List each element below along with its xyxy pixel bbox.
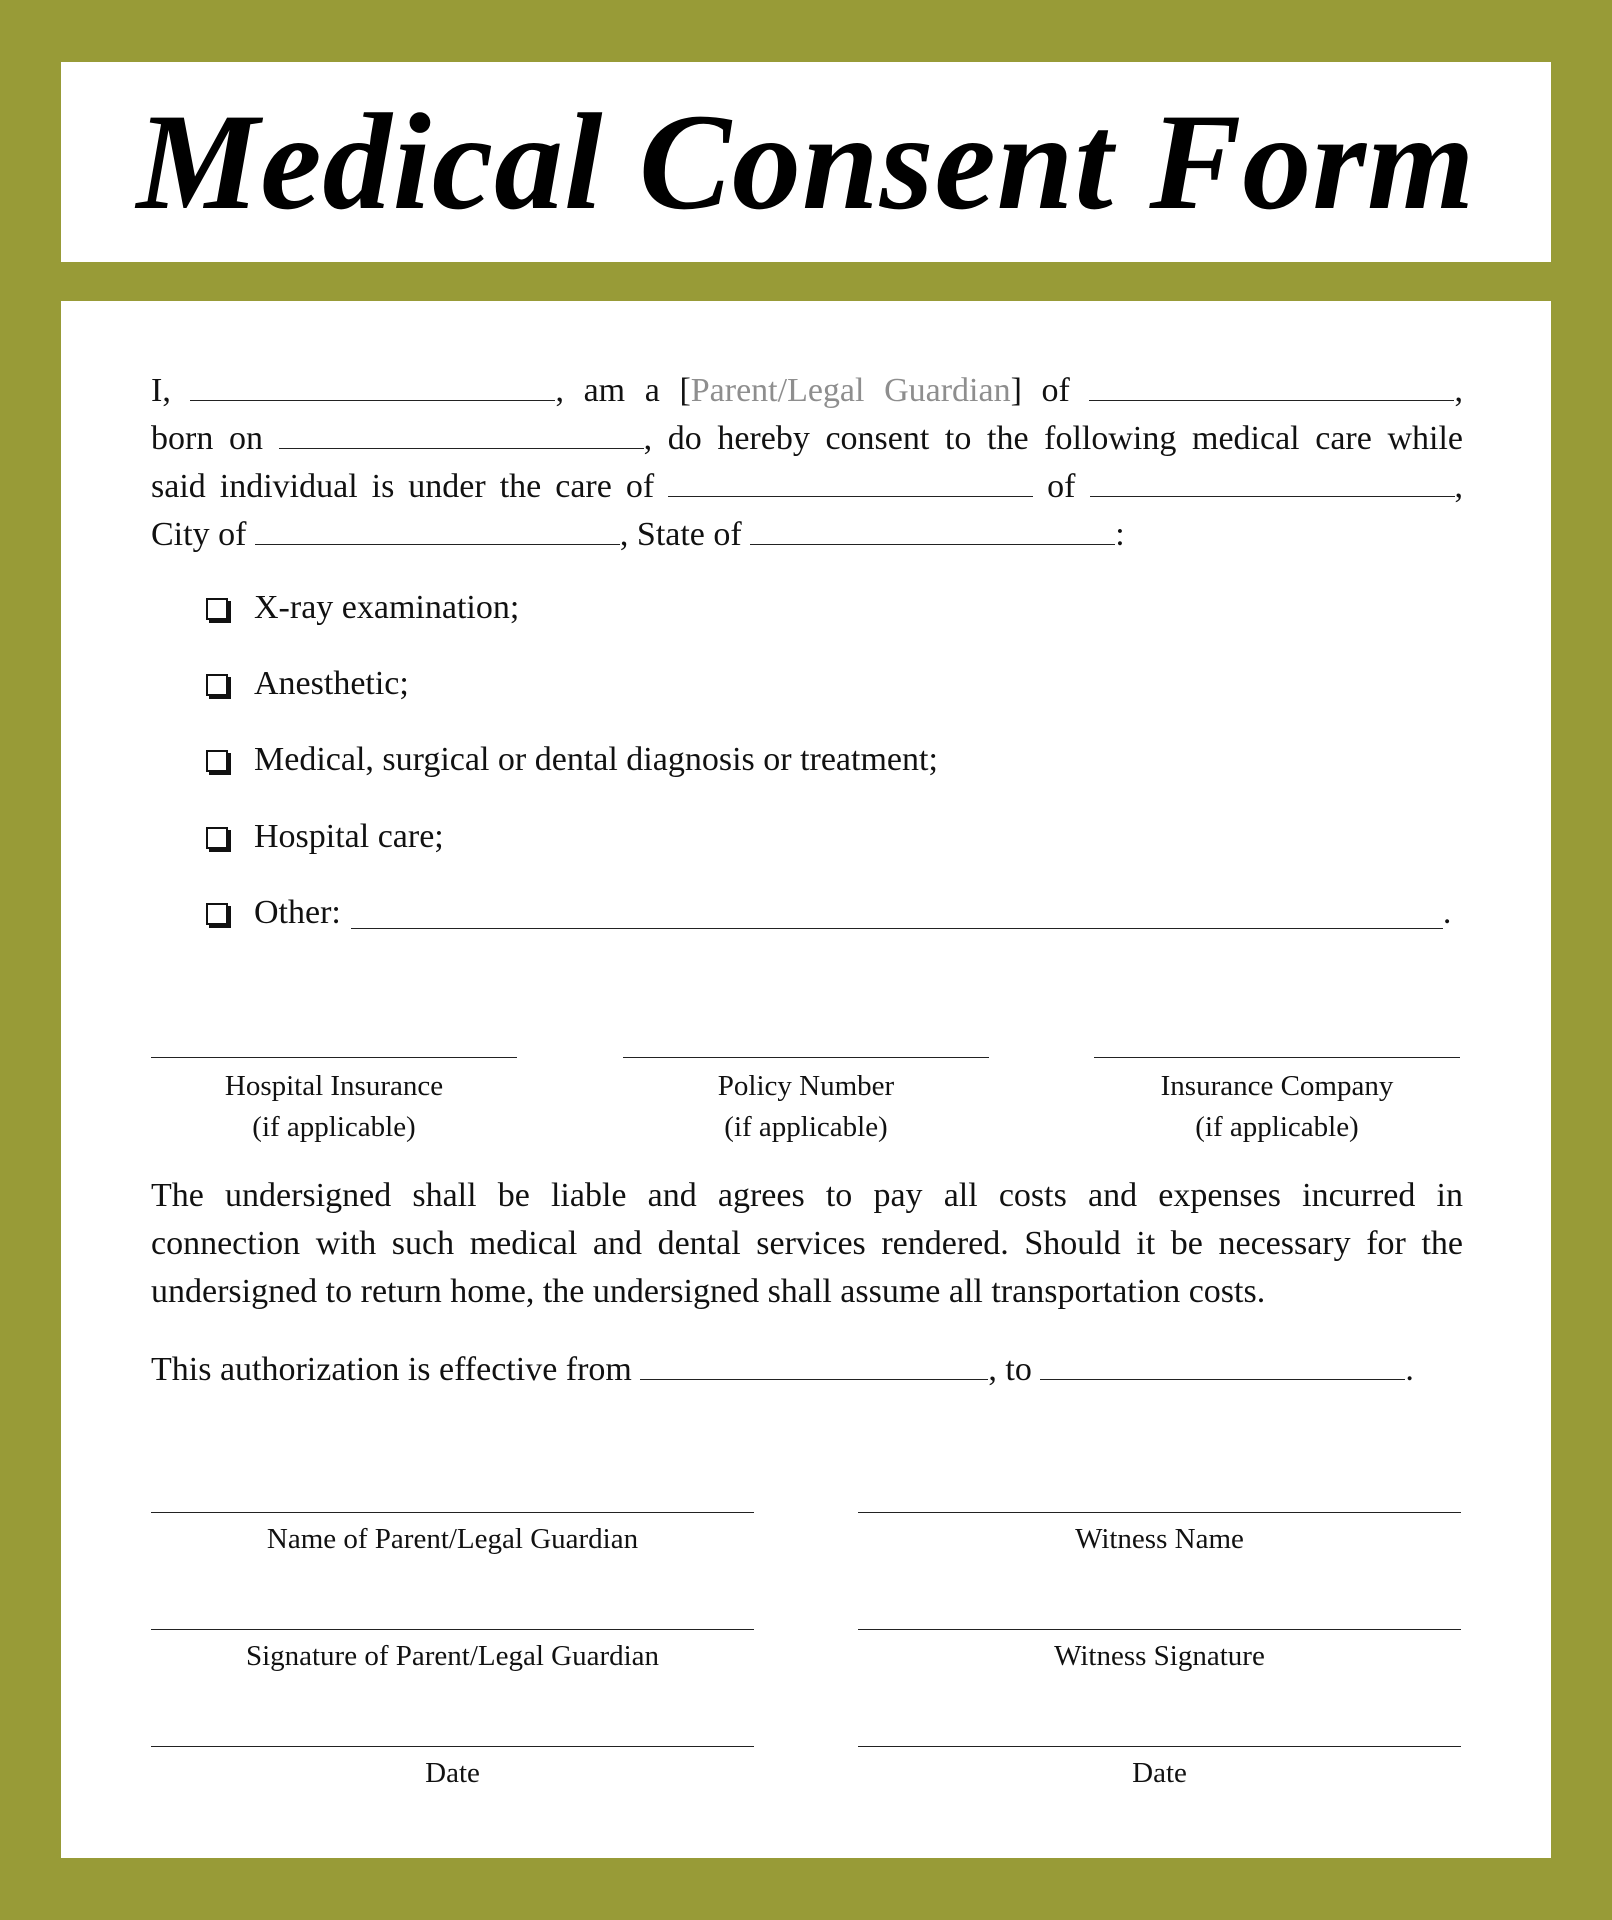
option-text: .: [1442, 894, 1452, 931]
consent-text: ,: [1454, 372, 1463, 409]
guardian-signature-field: [151, 1629, 754, 1677]
consent-text: :: [1115, 516, 1125, 553]
consent-line-2: [151, 415, 1463, 463]
field-label: Witness Name: [1075, 1523, 1244, 1555]
option-label: Hospital care;: [254, 818, 444, 855]
consent-text: said individual is under the care of: [151, 468, 655, 505]
option-other: [206, 893, 1451, 933]
witness-date-field: [858, 1746, 1461, 1794]
policy-number-field: [623, 1057, 989, 1148]
title-panel: [61, 62, 1551, 262]
authorization-text: .: [1405, 1351, 1414, 1388]
authorization-text: , to: [988, 1351, 1032, 1388]
city-field[interactable]: [255, 514, 620, 545]
consent-line-1: [151, 367, 1463, 415]
liability-paragraph: [151, 1172, 1463, 1316]
liability-line: undersigned to return home, the undersigned shall assume all transportation costs.: [151, 1273, 1266, 1310]
effective-from-field[interactable]: [640, 1349, 988, 1380]
caretaker-name-field[interactable]: [668, 466, 1033, 497]
field-label: Hospital Insurance: [224, 1070, 444, 1102]
consent-text: , State of: [619, 516, 742, 553]
field-label: Policy Number: [717, 1070, 895, 1102]
authorization-text: This authorization is effective from: [151, 1351, 632, 1388]
role-placeholder: Parent/Legal Guardian: [690, 372, 1011, 409]
consent-text: City of: [151, 516, 247, 553]
authorization-line: [151, 1346, 1463, 1394]
form-body: [61, 301, 1551, 1858]
field-label: Witness Signature: [1054, 1640, 1265, 1672]
other-field[interactable]: [351, 898, 1443, 929]
witness-name-line[interactable]: [858, 1512, 1461, 1513]
field-label: Date: [1132, 1757, 1187, 1789]
field-label: Date: [425, 1757, 480, 1789]
option-label: X-ray examination;: [254, 589, 520, 626]
insurance-company-field: [1094, 1057, 1460, 1148]
hospital-insurance-line[interactable]: [151, 1057, 517, 1058]
insurance-company-line[interactable]: [1094, 1057, 1460, 1058]
guardian-name-field[interactable]: [190, 370, 555, 401]
witness-date-line[interactable]: [858, 1746, 1461, 1747]
guardian-name-line[interactable]: [151, 1512, 754, 1513]
liability-line: connection with such medical and dental services rendered. Should it be necessary for the: [151, 1225, 1463, 1262]
consent-text: of: [1047, 468, 1076, 505]
consent-text: ,: [1454, 468, 1463, 505]
option-label: Medical, surgical or dental diagnosis or treatment;: [254, 741, 938, 778]
option-anesthetic: [206, 664, 409, 704]
checkbox-icon[interactable]: [206, 674, 228, 696]
option-label: Other:: [254, 894, 341, 931]
field-note: (if applicable): [724, 1111, 888, 1143]
effective-to-field[interactable]: [1040, 1349, 1405, 1380]
witness-name-field: [858, 1512, 1461, 1560]
individual-name-field[interactable]: [1089, 370, 1454, 401]
consent-text: born on: [151, 420, 263, 457]
consent-text: , do hereby consent to the following medical care while: [643, 420, 1463, 457]
state-field[interactable]: [750, 514, 1115, 545]
option-label: Anesthetic;: [254, 665, 409, 702]
policy-number-line[interactable]: [623, 1057, 989, 1058]
field-note: (if applicable): [252, 1111, 416, 1143]
checkbox-icon[interactable]: [206, 827, 228, 849]
guardian-date-line[interactable]: [151, 1746, 754, 1747]
witness-signature-line[interactable]: [858, 1629, 1461, 1630]
liability-line: The undersigned shall be liable and agrees to pay all costs and expenses incurred in: [151, 1177, 1463, 1214]
caretaker-address-field[interactable]: [1090, 466, 1455, 497]
field-label: Signature of Parent/Legal Guardian: [245, 1640, 660, 1672]
authorization-text-row: [151, 1346, 1463, 1394]
option-medical-treatment: [206, 740, 938, 780]
guardian-name-signature-field: [151, 1512, 754, 1560]
guardian-signature-line[interactable]: [151, 1629, 754, 1630]
hospital-insurance-field: [151, 1057, 517, 1148]
witness-signature-field: [858, 1629, 1461, 1677]
guardian-date-field: [151, 1746, 754, 1794]
field-label: Insurance Company: [1160, 1070, 1394, 1102]
checkbox-icon[interactable]: [206, 903, 228, 925]
checkbox-icon[interactable]: [206, 598, 228, 620]
consent-line-4: [151, 511, 1463, 559]
consent-line-3: [151, 463, 1463, 511]
checkbox-icon[interactable]: [206, 750, 228, 772]
option-hospital-care: [206, 817, 444, 857]
consent-text: , am a [: [555, 372, 691, 409]
field-label: Name of Parent/Legal Guardian: [266, 1523, 639, 1555]
option-xray: [206, 588, 519, 628]
birth-date-field[interactable]: [279, 418, 644, 449]
consent-text: I,: [151, 372, 171, 409]
page-title: Medical Consent Form: [136, 85, 1476, 238]
field-note: (if applicable): [1195, 1111, 1359, 1143]
consent-paragraph: [151, 367, 1463, 559]
consent-text: ] of: [1010, 372, 1070, 409]
